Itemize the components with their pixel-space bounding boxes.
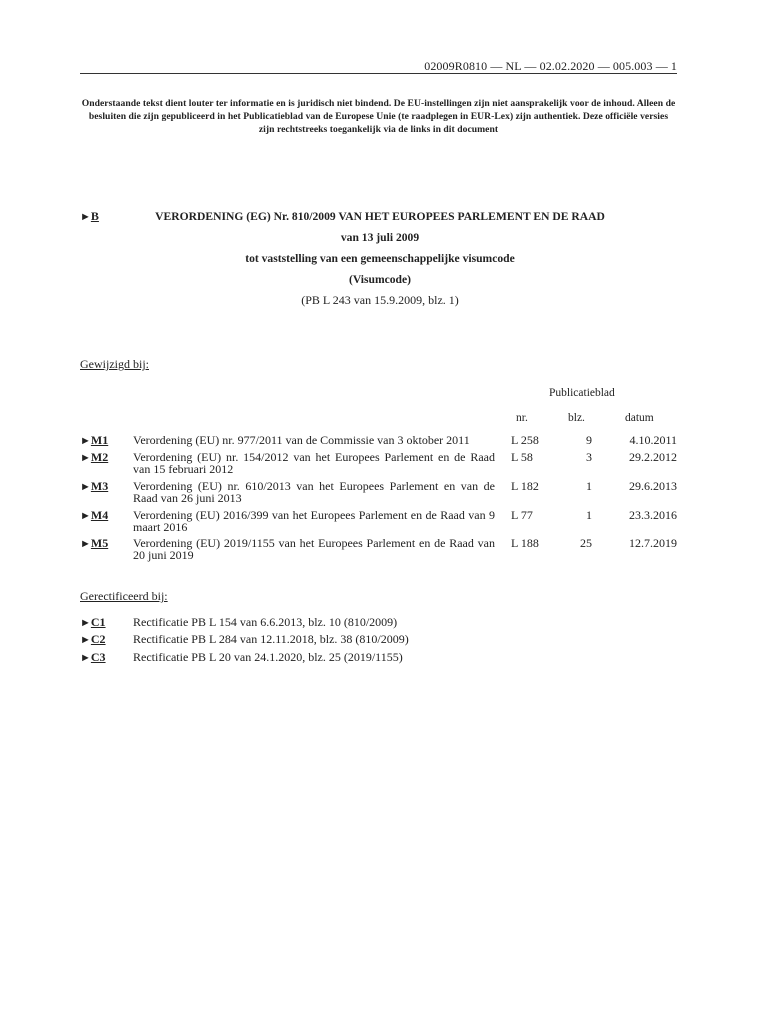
- amendment-description: Verordening (EU) nr. 977/2011 van de Commissie van 3 oktober 2011: [133, 433, 470, 447]
- amendment-description: Verordening (EU) 2016/399 van het Europees Parlement en de Raad van 9 maart 2016: [133, 508, 495, 534]
- arrow-right-icon: ►: [80, 452, 91, 464]
- amendment-page: 1: [586, 479, 592, 493]
- amended-by-label: Gewijzigd bij:: [80, 357, 149, 371]
- arrow-right-icon: ►: [80, 538, 91, 550]
- correction-link-c1[interactable]: C1: [90, 615, 106, 629]
- regulation-title: [120, 209, 640, 314]
- amendment-date: 12.7.2019: [629, 536, 677, 550]
- amendment-description: Verordening (EU) nr. 154/2012 van het Europees Parlement en de Raad van 15 februari 2012: [133, 450, 495, 476]
- amendment-oj-number: L 258: [511, 433, 539, 447]
- title-publication: (PB L 243 van 15.9.2009, blz. 1): [301, 293, 459, 307]
- amendment-date: 29.6.2013: [629, 479, 677, 493]
- correction-description: Rectificatie PB L 20 van 24.1.2020, blz. 25 (2019/1155): [133, 650, 403, 664]
- arrow-right-icon: ►: [80, 634, 91, 646]
- arrow-right-icon: ►: [80, 211, 91, 223]
- amendment-page: 3: [586, 450, 592, 464]
- amendment-page: 1: [586, 508, 592, 522]
- title-line-1: VERORDENING (EG) Nr. 810/2009 VAN HET EUROPEES PARLEMENT EN DE RAAD: [155, 210, 605, 223]
- title-line-3: tot vaststelling van een gemeenschappelijke visumcode: [245, 252, 515, 265]
- amendment-oj-number: L 77: [511, 508, 533, 522]
- correction-description: Rectificatie PB L 284 van 12.11.2018, blz. 38 (810/2009): [133, 632, 409, 646]
- amendment-date: 23.3.2016: [629, 508, 677, 522]
- arrow-right-icon: ►: [80, 510, 91, 522]
- title-line-4: (Visumcode): [348, 273, 412, 286]
- amendment-date: 4.10.2011: [629, 433, 677, 447]
- correction-description: Rectificatie PB L 154 van 6.6.2013, blz. 10 (810/2009): [133, 615, 398, 629]
- arrow-right-icon: ►: [80, 652, 91, 664]
- arrow-right-icon: ►: [80, 481, 91, 493]
- amendment-link-m5[interactable]: M5: [90, 536, 109, 550]
- amendment-page: 9: [586, 433, 592, 447]
- amendment-page: 25: [580, 536, 592, 550]
- amendment-oj-number: L 188: [511, 536, 539, 550]
- amendment-link-m3[interactable]: M3: [90, 479, 109, 493]
- correction-link-c3[interactable]: C3: [90, 650, 106, 664]
- legal-disclaimer: Onderstaande tekst dient louter ter informatie en is juridisch niet bindend. De EU-instellingen zijn niet aansprakelijk voor de inhoud. Alleen de besluiten die zijn gepubliceerd in het Publicatieblad van de Europese Unie (te raadplegen in EUR-Lex) zijn authentiek. Deze officiële versies zijn rechtstreeks toegankelijk via de links in dit document: [81, 98, 676, 135]
- column-page: blz.: [568, 412, 585, 424]
- correction-link-c2[interactable]: C2: [90, 632, 106, 646]
- amendment-date: 29.2.2012: [629, 450, 677, 464]
- amendment-link-m1[interactable]: M1: [90, 433, 109, 447]
- column-date: datum: [625, 412, 654, 424]
- amendment-oj-number: L 58: [511, 450, 533, 464]
- column-nr: nr.: [516, 412, 528, 424]
- corrected-by-label: Gerectificeerd bij:: [80, 589, 168, 603]
- amendment-link-m2[interactable]: M2: [90, 450, 109, 464]
- header-rule: [80, 73, 677, 74]
- amendment-link-m4[interactable]: M4: [90, 508, 109, 522]
- title-line-2: van 13 juli 2009: [340, 231, 420, 244]
- document-reference: 02009R0810 — NL — 02.02.2020 — 005.003 — 1: [424, 59, 677, 73]
- amendment-description: Verordening (EU) 2019/1155 van het Europees Parlement en de Raad van 20 juni 2019: [133, 536, 495, 562]
- arrow-right-icon: ►: [80, 435, 91, 447]
- amendment-oj-number: L 182: [511, 479, 539, 493]
- publication-header: Publicatieblad: [549, 387, 615, 399]
- arrow-right-icon: ►: [80, 617, 91, 629]
- amendment-description: Verordening (EU) nr. 610/2013 van het Europees Parlement en van de Raad van 26 juni 2013: [133, 479, 495, 505]
- base-act-marker: [80, 209, 99, 224]
- base-act-link[interactable]: B: [90, 209, 99, 223]
